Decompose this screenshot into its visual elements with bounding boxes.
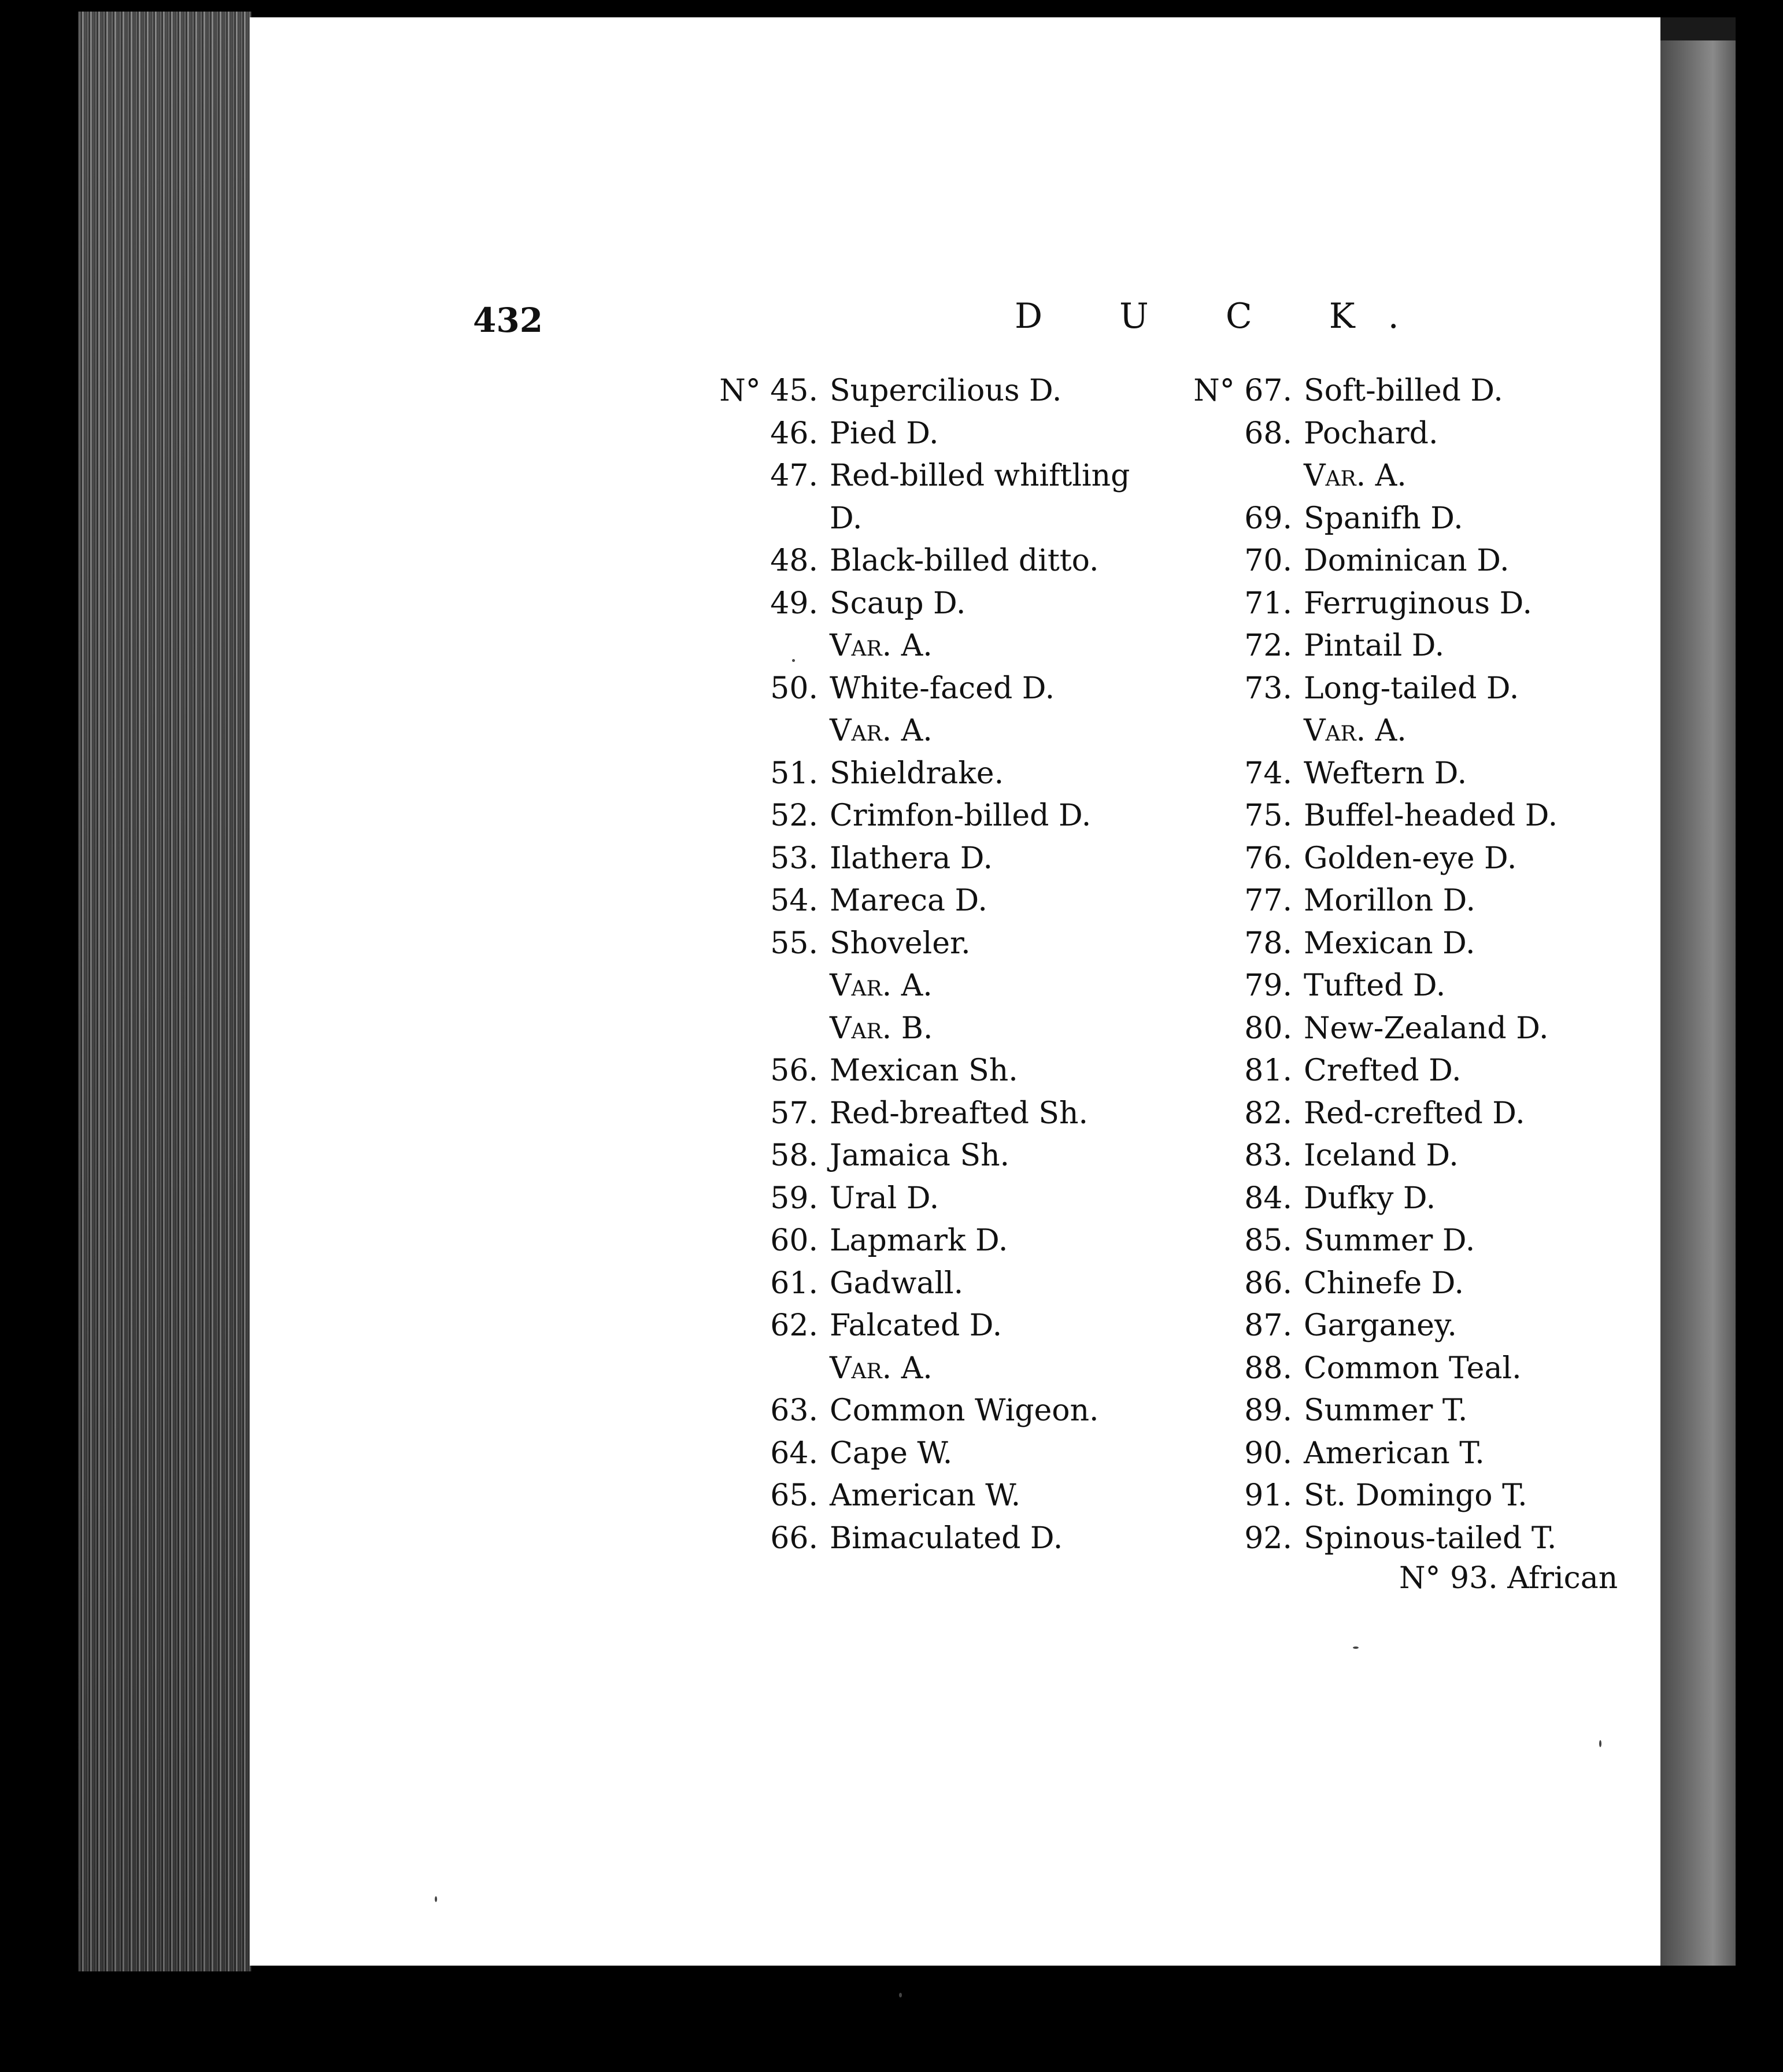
species-number: 89. (1244, 1393, 1292, 1428)
species-number: 82. (1244, 1096, 1292, 1131)
book-page (250, 17, 1660, 1966)
species-number: 86. (1244, 1266, 1292, 1301)
book-page-edges-shading (78, 12, 251, 1971)
species-name: Summer D. (1304, 1223, 1475, 1258)
species-number: 59. (770, 1181, 818, 1216)
right-gutter-shadow (1660, 40, 1736, 1966)
species-number: 68. (1244, 416, 1292, 451)
species-name: Ferruginous D. (1304, 586, 1533, 621)
species-name: Var. A. (830, 968, 933, 1003)
species-number: 50. (770, 671, 818, 706)
species-name: Dufky D. (1304, 1181, 1436, 1216)
species-name: Mareca D. (830, 883, 987, 918)
species-name: Falcated D. (830, 1308, 1003, 1343)
species-name: D. (830, 501, 863, 536)
species-number: 79. (1244, 968, 1292, 1003)
ink-speck (435, 1896, 437, 1902)
species-name: Soft-billed D. (1304, 373, 1503, 408)
species-name: Morillon D. (1304, 883, 1475, 918)
species-number: 83. (1244, 1138, 1292, 1173)
species-name: Pied D. (830, 416, 939, 451)
species-number: 81. (1244, 1053, 1292, 1088)
species-name: Var. A. (1304, 458, 1407, 493)
species-number: 72. (1244, 628, 1292, 663)
species-name: Supercilious D. (830, 373, 1062, 408)
species-number: 80. (1244, 1011, 1292, 1046)
species-name: Common Teal. (1304, 1350, 1522, 1386)
species-name: Long-tailed D. (1304, 671, 1519, 706)
species-name: St. Domingo T. (1304, 1478, 1527, 1513)
species-number: 69. (1244, 501, 1292, 536)
species-name: Ilathera D. (830, 841, 993, 876)
species-name: Lapmark D. (830, 1223, 1008, 1258)
species-name: Cape W. (830, 1435, 953, 1471)
species-name: Garganey. (1304, 1308, 1457, 1343)
species-name: Tufted D. (1304, 968, 1446, 1003)
species-number: 71. (1244, 586, 1292, 621)
species-number: 54. (770, 883, 818, 918)
species-name: Common Wigeon. (830, 1393, 1099, 1428)
species-name: Buffel-headed D. (1304, 798, 1558, 833)
species-name: Mexican D. (1304, 926, 1475, 961)
species-name: Iceland D. (1304, 1138, 1459, 1173)
species-number: 57. (770, 1096, 818, 1131)
ink-speck (1353, 1646, 1359, 1649)
species-name: Spanifh D. (1304, 501, 1463, 536)
species-number: 61. (770, 1266, 818, 1301)
species-number: 62. (770, 1308, 818, 1343)
species-name: American W. (830, 1478, 1021, 1513)
species-name: Var. A. (1304, 713, 1407, 748)
species-name: White-faced D. (830, 671, 1055, 706)
species-number: 74. (1244, 756, 1292, 791)
species-number: 51. (770, 756, 818, 791)
species-name: Bimaculated D. (830, 1520, 1063, 1556)
species-name: Red-crefted D. (1304, 1096, 1525, 1131)
species-name: American T. (1304, 1435, 1485, 1471)
species-number: 55. (770, 926, 818, 961)
species-number: 60. (770, 1223, 818, 1258)
species-number: 49. (770, 586, 818, 621)
species-number: 77. (1244, 883, 1292, 918)
species-name: Dominican D. (1304, 543, 1510, 578)
species-number: 70. (1244, 543, 1292, 578)
species-number: 78. (1244, 926, 1292, 961)
species-number: 76. (1244, 841, 1292, 876)
species-number: 84. (1244, 1181, 1292, 1216)
species-number: 66. (770, 1520, 818, 1556)
ink-speck (792, 659, 795, 662)
species-name: Crimfon-billed D. (830, 798, 1092, 833)
species-name: Black-billed ditto. (830, 543, 1099, 578)
species-number: 65. (770, 1478, 818, 1513)
species-number: N° 67. (1193, 373, 1292, 408)
species-number: 75. (1244, 798, 1292, 833)
species-number: 47. (770, 458, 818, 493)
running-head: D U C K. (1015, 296, 1432, 336)
species-name: Var. A. (830, 713, 933, 748)
species-number: 53. (770, 841, 818, 876)
species-number: 87. (1244, 1308, 1292, 1343)
species-number: 58. (770, 1138, 818, 1173)
page-number: 432 (473, 301, 543, 340)
catchword: N° 93. African (1399, 1561, 1618, 1596)
ink-speck (1599, 1740, 1601, 1747)
species-name: Var. B. (830, 1011, 933, 1046)
species-name: New-Zealand D. (1304, 1011, 1549, 1046)
species-name: Shoveler. (830, 926, 971, 961)
species-name: Crefted D. (1304, 1053, 1462, 1088)
species-name: Weftern D. (1304, 756, 1467, 791)
species-number: 63. (770, 1393, 818, 1428)
species-number: 92. (1244, 1520, 1292, 1556)
species-number: 91. (1244, 1478, 1292, 1513)
species-number: 85. (1244, 1223, 1292, 1258)
right-gutter-top (1660, 17, 1736, 40)
species-name: Red-breafted Sh. (830, 1096, 1089, 1131)
species-name: Mexican Sh. (830, 1053, 1018, 1088)
species-number: N° 45. (719, 373, 818, 408)
species-number: 64. (770, 1435, 818, 1471)
species-number: 46. (770, 416, 818, 451)
species-number: 52. (770, 798, 818, 833)
species-number: 56. (770, 1053, 818, 1088)
species-name: Gadwall. (830, 1266, 964, 1301)
species-name: Spinous-tailed T. (1304, 1520, 1557, 1556)
species-number: 73. (1244, 671, 1292, 706)
species-name: Red-billed whiftling (830, 458, 1130, 493)
species-name: Shieldrake. (830, 756, 1004, 791)
species-number: 88. (1244, 1350, 1292, 1386)
species-name: Pochard. (1304, 416, 1438, 451)
species-name: Jamaica Sh. (830, 1138, 1010, 1173)
species-name: Var. A. (830, 1350, 933, 1386)
species-name: Ural D. (830, 1181, 939, 1216)
species-name: Var. A. (830, 628, 933, 663)
ink-speck (899, 1993, 902, 1997)
species-number: 48. (770, 543, 818, 578)
species-name: Golden-eye D. (1304, 841, 1517, 876)
species-name: Chinefe D. (1304, 1266, 1464, 1301)
species-name: Scaup D. (830, 586, 966, 621)
species-number: 90. (1244, 1435, 1292, 1471)
species-name: Pintail D. (1304, 628, 1445, 663)
species-name: Summer T. (1304, 1393, 1468, 1428)
